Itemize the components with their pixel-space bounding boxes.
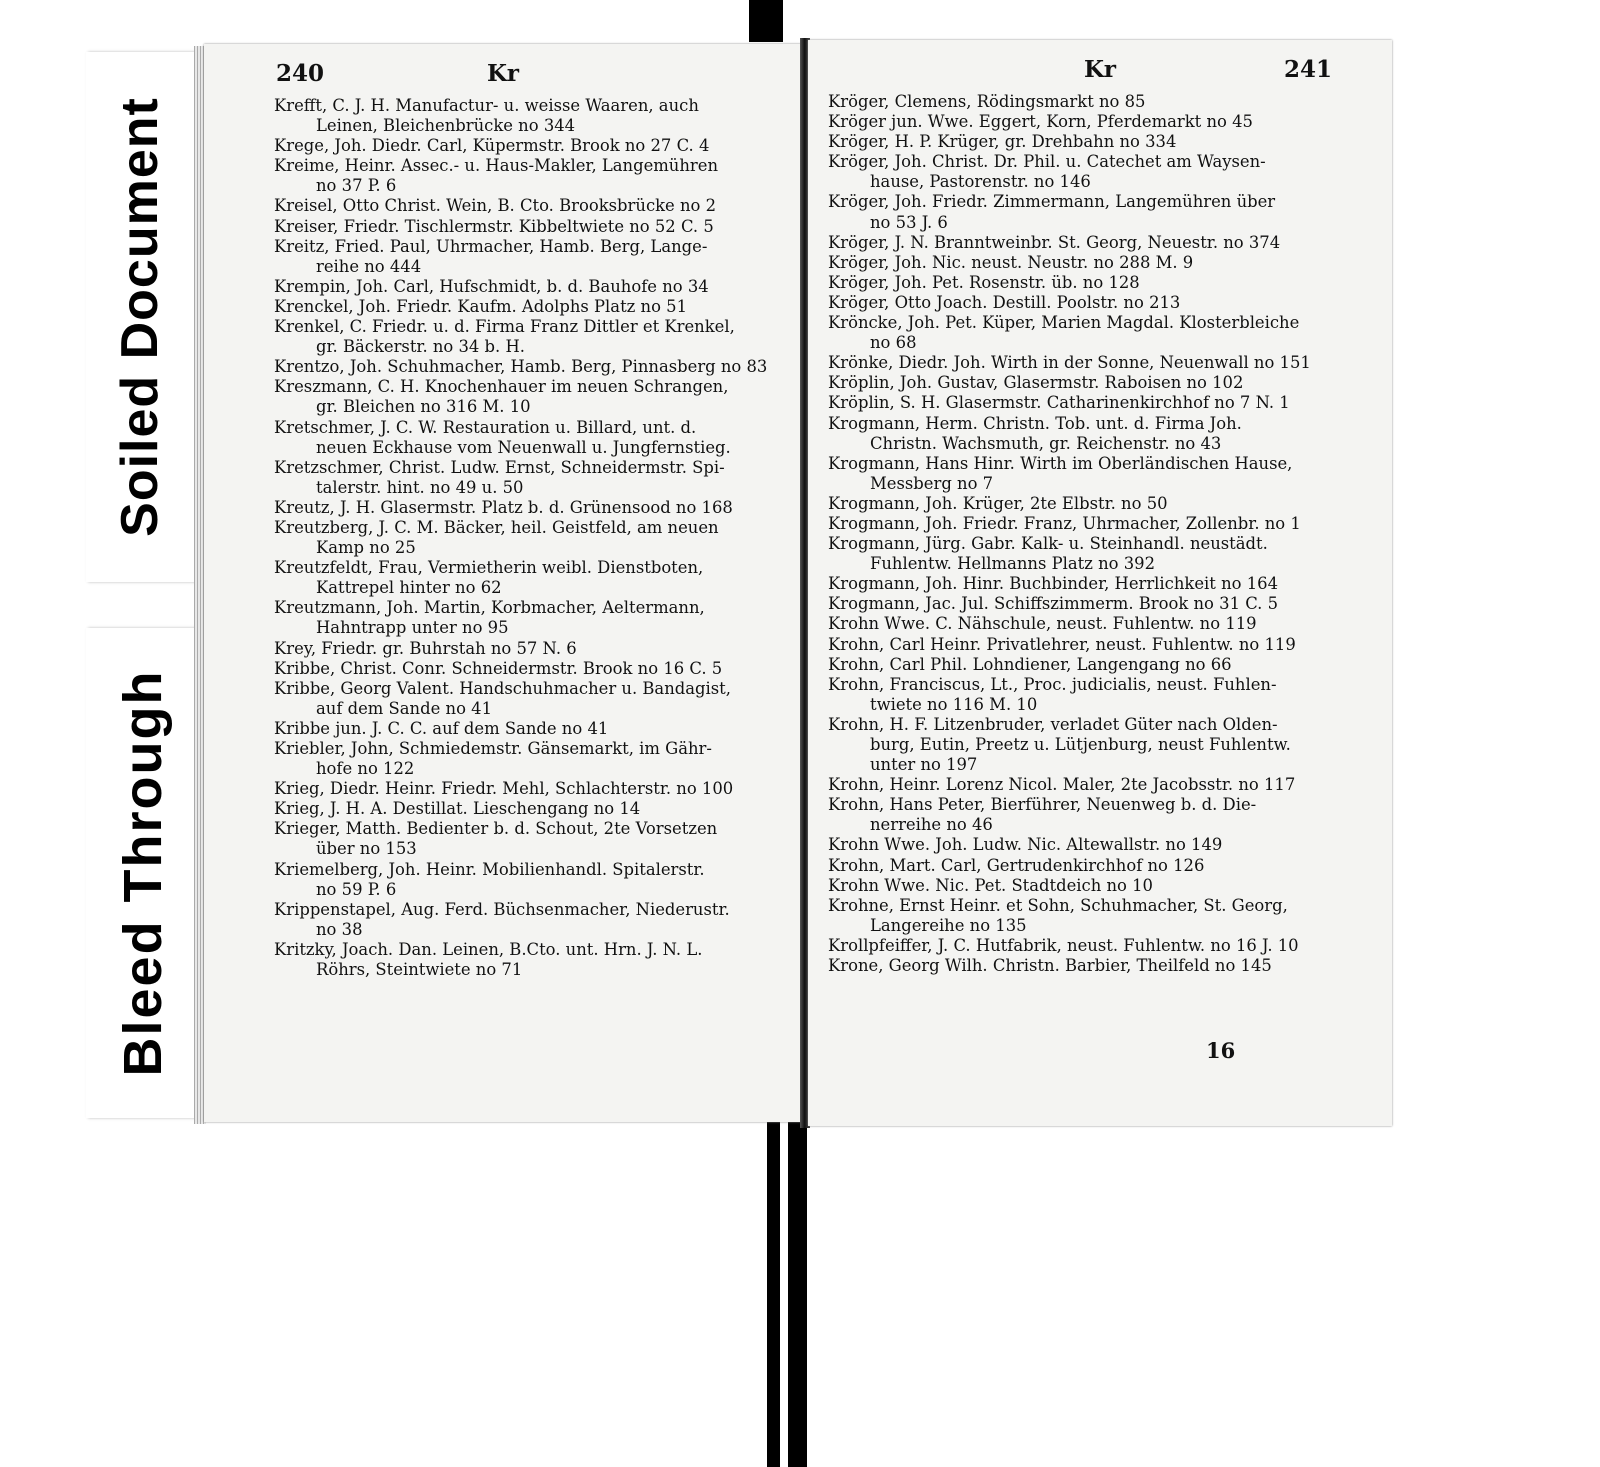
entry-continuation-line: Kamp no 25 [316, 538, 416, 558]
entry-line: Krippenstapel, Aug. Ferd. Büchsenmacher, Niederustr. [274, 899, 730, 919]
directory-entry [828, 775, 1344, 795]
entry-line: Kretzschmer, Christ. Ludw. Ernst, Schneidermstr. Spi- [274, 457, 725, 477]
entry-continuation-line: nerreihe no 46 [870, 815, 993, 835]
entry-continuation-line: Hahntrapp unter no 95 [316, 618, 509, 638]
entry-line: Krogmann, Jürg. Gabr. Kalk- u. Steinhandl. neustädt. [828, 534, 1268, 554]
directory-entry [828, 675, 1344, 715]
directory-entry [274, 217, 788, 237]
entry-line: Kriebler, John, Schmiedemstr. Gänsemarkt, im Gähr- [274, 739, 712, 758]
directory-entry [274, 598, 788, 638]
entry-continuation-line: talerstr. hint. no 49 u. 50 [316, 477, 524, 497]
entry-line: Kribbe jun. J. C. C. auf dem Sande no 41 [274, 718, 609, 738]
directory-entry [274, 639, 788, 659]
entry-continuation-line: Leinen, Bleichenbrücke no 344 [316, 116, 576, 136]
entry-line: Krentzo, Joh. Schuhmacher, Hamb. Berg, Pinnasberg no 83 [274, 357, 768, 377]
directory-entry [274, 96, 788, 136]
directory-entry [828, 614, 1344, 634]
directory-entry [828, 514, 1344, 534]
entry-continuation-line: Röhrs, Steintwiete no 71 [316, 960, 523, 980]
directory-entry [274, 317, 788, 357]
entry-line: Kröger, Joh. Friedr. Zimmermann, Langemühren über [828, 192, 1276, 212]
left-page-entries [274, 96, 788, 980]
entry-line: Krenkel, C. Friedr. u. d. Firma Franz Dittler et Krenkel, [274, 317, 735, 337]
directory-entry [274, 458, 788, 498]
directory-entry [828, 152, 1344, 192]
entry-line: Kritzky, Joach. Dan. Leinen, B.Cto. unt. Hrn. J. N. L. [274, 939, 703, 959]
left-page [204, 44, 802, 1122]
entry-line: Kröger, J. N. Branntweinbr. St. Georg, Neuestr. no 374 [828, 232, 1281, 252]
entry-line: Krone, Georg Wilh. Christn. Barbier, Theilfeld no 145 [828, 956, 1272, 976]
entry-line: Krempin, Joh. Carl, Hufschmidt, b. d. Bauhofe no 34 [274, 276, 709, 296]
directory-entry [828, 594, 1344, 614]
entry-line: Krieg, Diedr. Heinr. Friedr. Mehl, Schlachterstr. no 100 [274, 779, 734, 799]
entry-line: Krönke, Diedr. Joh. Wirth in der Sonne, Neuenwall no 151 [828, 353, 1311, 373]
entry-continuation-line: gr. Bäckerstr. no 34 b. H. [316, 337, 525, 357]
entry-continuation-line: no 38 [316, 919, 363, 939]
entry-line: Kröger, Joh. Pet. Rosenstr. üb. no 128 [828, 272, 1140, 292]
entry-line: Kröger, Joh. Nic. neust. Neustr. no 288 M. 9 [828, 252, 1194, 272]
directory-entry [274, 498, 788, 518]
directory-entry [828, 132, 1344, 152]
entry-continuation-line: no 59 P. 6 [316, 879, 397, 899]
directory-entry [274, 739, 788, 779]
right-page-header [808, 56, 1392, 92]
entry-line: Kreisel, Otto Christ. Wein, B. Cto. Brooksbrücke no 2 [274, 196, 717, 216]
directory-entry [274, 518, 788, 558]
entry-line: Kreutzberg, J. C. M. Bäcker, heil. Geistfeld, am neuen [274, 517, 719, 537]
entry-line: Kröger, H. P. Krüger, gr. Drehbahn no 334 [828, 132, 1177, 152]
directory-entry [828, 414, 1344, 454]
entry-line: Kreutzfeldt, Frau, Vermietherin weibl. Dienstboten, [274, 558, 704, 578]
directory-entry [274, 277, 788, 297]
entry-line: Kröplin, Joh. Gustav, Glasermstr. Raboisen no 102 [828, 373, 1244, 393]
entry-line: Krogmann, Jac. Jul. Schiffszimmerm. Brook no 31 C. 5 [828, 594, 1279, 614]
entry-line: Kreutzmann, Joh. Martin, Korbmacher, Aeltermann, [274, 598, 705, 618]
entry-line: Kribbe, Georg Valent. Handschuhmacher u. Bandagist, [274, 678, 731, 698]
entry-line: Krogmann, Herm. Christn. Tob. unt. d. Firma Joh. [828, 413, 1242, 433]
directory-entry [828, 534, 1344, 574]
entry-line: Kretschmer, J. C. W. Restauration u. Billard, unt. d. [274, 417, 697, 437]
entry-continuation-line: twiete no 116 M. 10 [870, 694, 1038, 714]
signature-mark: 16 [1206, 1038, 1236, 1063]
directory-entry [274, 196, 788, 216]
entry-continuation-line: unter no 197 [870, 755, 978, 775]
entry-line: Krogmann, Joh. Friedr. Franz, Uhrmacher, Zollenbr. no 1 [828, 513, 1301, 533]
entry-continuation-line: Fuhlentw. Hellmanns Platz no 392 [870, 554, 1155, 574]
directory-entry [828, 715, 1344, 775]
directory-entry [828, 92, 1344, 112]
directory-entry [828, 253, 1344, 273]
directory-entry [274, 659, 788, 679]
entry-line: Krogmann, Hans Hinr. Wirth im Oberländischen Hause, [828, 453, 1293, 473]
directory-entry [828, 876, 1344, 896]
entry-continuation-line: hofe no 122 [316, 759, 415, 779]
directory-entry [828, 835, 1344, 855]
directory-entry [274, 900, 788, 940]
left-page-section-heading: Kr [486, 60, 520, 87]
directory-entry [274, 237, 788, 277]
entry-line: Kriemelberg, Joh. Heinr. Mobilienhandl. Spitalerstr. [274, 859, 705, 879]
soiled-document-label [86, 52, 194, 582]
directory-entry [828, 192, 1344, 232]
left-page-number: 240 [276, 60, 325, 87]
right-page-number: 241 [1283, 56, 1332, 83]
directory-entry [828, 313, 1344, 353]
bleed-through-text: Bleed Through [113, 669, 173, 1077]
entry-continuation-line: über no 153 [316, 839, 417, 859]
entry-line: Krohn Wwe. Joh. Ludw. Nic. Altewallstr. no 149 [828, 835, 1223, 855]
entry-continuation-line: Kattrepel hinter no 62 [316, 578, 502, 598]
directory-entry [274, 779, 788, 799]
entry-line: Krenckel, Joh. Friedr. Kaufm. Adolphs Platz no 51 [274, 296, 687, 316]
entry-continuation-line: burg, Eutin, Preetz u. Lütjenburg, neust Fuhlentw. [870, 735, 1291, 754]
entry-line: Krey, Friedr. gr. Buhrstah no 57 N. 6 [274, 638, 577, 658]
entry-continuation-line: hause, Pastorenstr. no 146 [870, 172, 1091, 192]
directory-entry [828, 655, 1344, 675]
entry-line: Kröger jun. Wwe. Eggert, Korn, Pferdemarkt no 45 [828, 112, 1253, 132]
entry-line: Krohn, Franciscus, Lt., Proc. judicialis, neust. Fuhlen- [828, 674, 1277, 694]
directory-entry [274, 940, 788, 980]
directory-entry [828, 635, 1344, 655]
entry-line: Kreszmann, C. H. Knochenhauer im neuen Schrangen, [274, 377, 729, 397]
entry-line: Kröger, Otto Joach. Destill. Poolstr. no 213 [828, 292, 1181, 312]
spine-strip-highlight [780, 1112, 788, 1467]
entry-continuation-line: no 53 J. 6 [870, 212, 948, 232]
directory-entry [274, 136, 788, 156]
right-page-section-heading: Kr [1083, 56, 1117, 83]
right-page [808, 40, 1392, 1126]
soiled-document-text: Soiled Document [111, 97, 169, 537]
entry-line: Krohn, Hans Peter, Bierführer, Neuenweg b. d. Die- [828, 795, 1257, 815]
entry-line: Krollpfeiffer, J. C. Hutfabrik, neust. Fuhlentw. no 16 J. 10 [828, 935, 1299, 955]
right-page-entries [828, 92, 1344, 976]
entry-continuation-line: gr. Bleichen no 316 M. 10 [316, 397, 531, 417]
entry-line: Kreiser, Friedr. Tischlermstr. Kibbeltwiete no 52 C. 5 [274, 216, 714, 236]
directory-entry [828, 956, 1344, 976]
directory-entry [828, 856, 1344, 876]
entry-continuation-line: Christn. Wachsmuth, gr. Reichenstr. no 43 [870, 433, 1222, 453]
entry-line: Krohn, Carl Phil. Lohndiener, Langengang no 66 [828, 654, 1232, 674]
entry-line: Krohn Wwe. Nic. Pet. Stadtdeich no 10 [828, 875, 1153, 895]
entry-continuation-line: no 37 P. 6 [316, 176, 397, 196]
directory-entry [274, 558, 788, 598]
directory-entry [828, 293, 1344, 313]
entry-continuation-line: Langereihe no 135 [870, 915, 1027, 935]
directory-entry [828, 393, 1344, 413]
entry-line: Krohn, Mart. Carl, Gertrudenkirchhof no 126 [828, 855, 1205, 875]
directory-entry [274, 679, 788, 719]
directory-entry [828, 936, 1344, 956]
directory-entry [274, 156, 788, 196]
directory-entry [274, 860, 788, 900]
directory-entry [828, 353, 1344, 373]
directory-entry [828, 273, 1344, 293]
directory-entry [828, 896, 1344, 936]
directory-entry [274, 377, 788, 417]
entry-line: Kreutz, J. H. Glasermstr. Platz b. d. Grünensood no 168 [274, 497, 733, 517]
entry-line: Krohn, Carl Heinr. Privatlehrer, neust. Fuhlentw. no 119 [828, 634, 1296, 654]
entry-continuation-line: neuen Eckhause vom Neuenwall u. Jungfernstieg. [316, 437, 731, 457]
entry-line: Krieg, J. H. A. Destillat. Lieschengang no 14 [274, 799, 641, 819]
entry-line: Kreime, Heinr. Assec.- u. Haus-Makler, Langemühren [274, 156, 719, 176]
directory-entry [274, 799, 788, 819]
directory-entry [274, 819, 788, 859]
entry-line: Krege, Joh. Diedr. Carl, Küpermstr. Brook no 27 C. 4 [274, 136, 710, 156]
entry-line: Krohn Wwe. C. Nähschule, neust. Fuhlentw. no 119 [828, 614, 1257, 634]
directory-entry [828, 112, 1344, 132]
directory-entry [828, 494, 1344, 514]
entry-line: Krohne, Ernst Heinr. et Sohn, Schuhmacher, St. Georg, [828, 895, 1288, 915]
entry-line: Krogmann, Joh. Krüger, 2te Elbstr. no 50 [828, 493, 1168, 513]
entry-line: Kreitz, Fried. Paul, Uhrmacher, Hamb. Berg, Lange- [274, 236, 708, 256]
entry-line: Krieger, Matth. Bedienter b. d. Schout, 2te Vorsetzen [274, 819, 718, 839]
entry-line: Kribbe, Christ. Conr. Schneidermstr. Brook no 16 C. 5 [274, 658, 723, 678]
entry-line: Krogmann, Joh. Hinr. Buchbinder, Herrlichkeit no 164 [828, 574, 1278, 594]
bleed-through-label [86, 628, 200, 1118]
entry-continuation-line: no 68 [870, 333, 917, 353]
entry-line: Kröplin, S. H. Glasermstr. Catharinenkirchhof no 7 N. 1 [828, 393, 1290, 413]
entry-line: Kröger, Clemens, Rödingsmarkt no 85 [828, 92, 1146, 111]
entry-line: Kröncke, Joh. Pet. Küper, Marien Magdal. Klosterbleiche [828, 313, 1300, 333]
spine-strip-top [749, 0, 783, 42]
entry-line: Krefft, C. J. H. Manufactur- u. weisse Waaren, auch [274, 96, 699, 115]
entry-line: Krohn, Heinr. Lorenz Nicol. Maler, 2te Jacobsstr. no 117 [828, 775, 1296, 795]
directory-entry [274, 357, 788, 377]
entry-continuation-line: auf dem Sande no 41 [316, 698, 492, 718]
directory-entry [274, 418, 788, 458]
directory-entry [828, 454, 1344, 494]
entry-line: Kröger, Joh. Christ. Dr. Phil. u. Catechet am Waysen- [828, 152, 1266, 172]
directory-entry [274, 719, 788, 739]
entry-line: Krohn, H. F. Litzenbruder, verladet Güter nach Olden- [828, 714, 1278, 734]
directory-entry [828, 233, 1344, 253]
directory-entry [274, 297, 788, 317]
directory-entry [828, 373, 1344, 393]
entry-continuation-line: Messberg no 7 [870, 473, 994, 493]
directory-entry [828, 574, 1344, 594]
directory-entry [828, 795, 1344, 835]
entry-continuation-line: reihe no 444 [316, 256, 422, 276]
left-page-header [204, 60, 802, 96]
